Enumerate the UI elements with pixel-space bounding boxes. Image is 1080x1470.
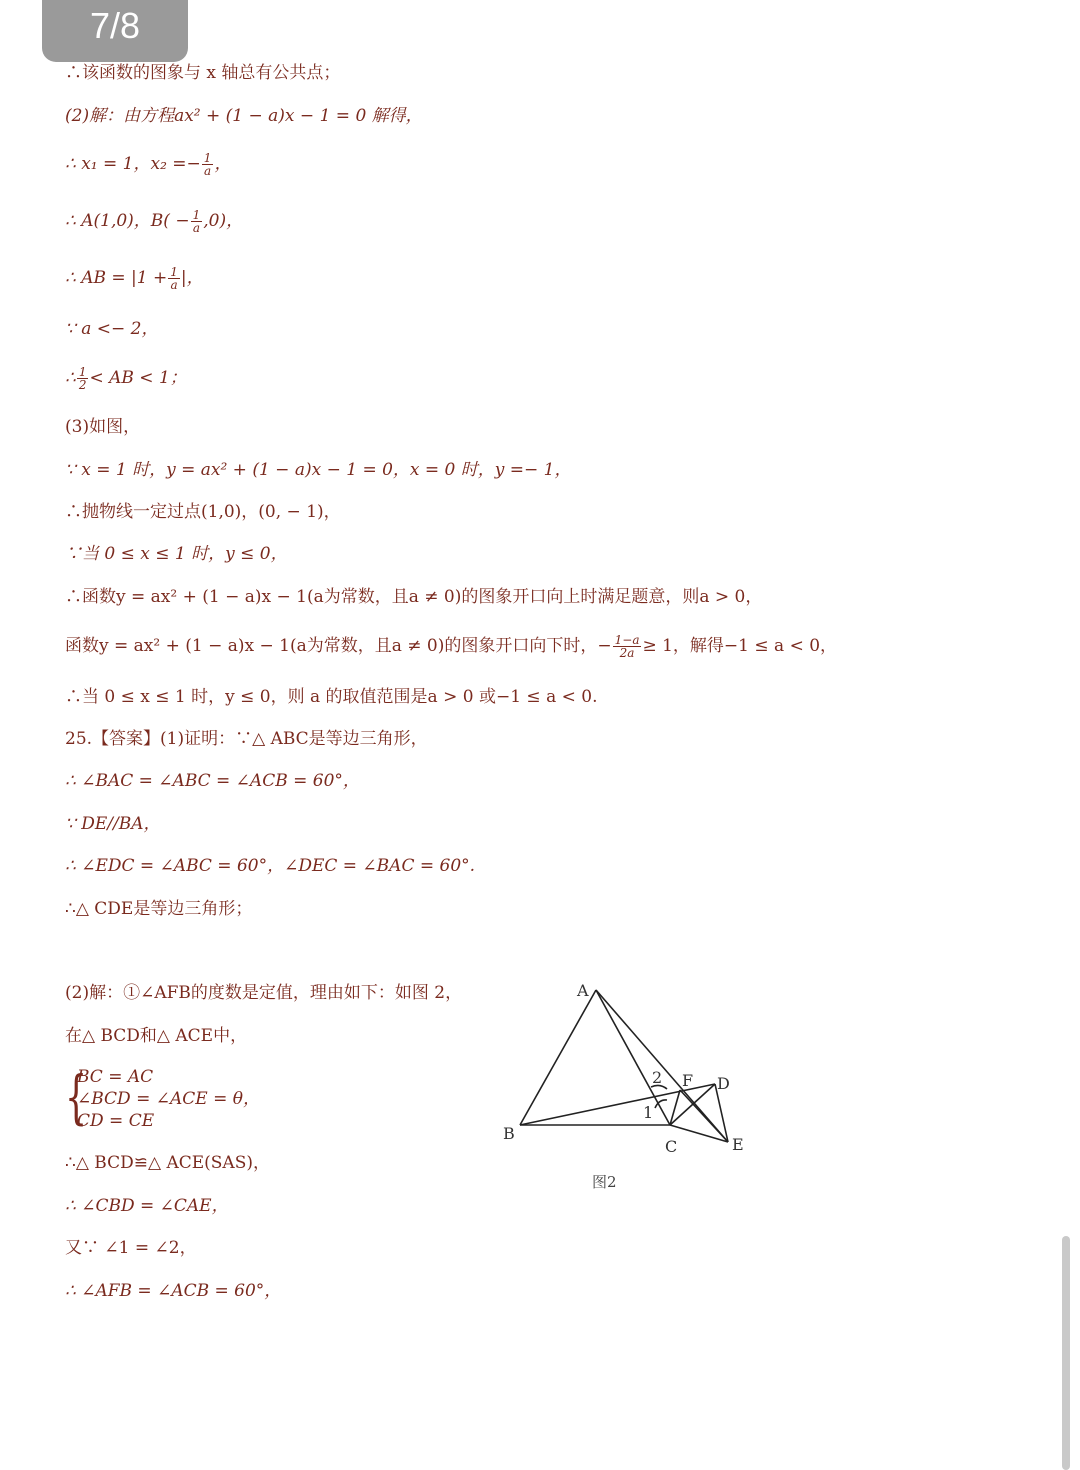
page-indicator: 7/8 [42,0,188,62]
text-line-7-prefix: ∴ [65,368,76,388]
text-line-15: 25.【答案】(1)证明：∵△ ABC是等边三角形， [65,729,428,749]
fraction-1-over-2 [77,366,89,391]
segment-BD [520,1084,715,1125]
text-line-16: ∴ ∠BAC = ∠ABC = ∠ACB = 60°， [65,771,360,791]
text-line-12: ∴函数y = ax² + (1 − a)x − 1(a为常数，且a ≠ 0)的图象开口向上时满足题意，则a > 0， [65,587,763,607]
frac-den: a [170,278,178,292]
text-line-13 [65,634,837,659]
text-line-8: (3)如图， [65,417,141,437]
segment-AC [596,990,670,1125]
text-line-3-main: ∴ x₁ = 1，x₂ =− [65,154,201,174]
label-F: F [682,1071,694,1090]
figure-caption: 图2 [592,1173,617,1191]
frac-den: 2 [78,378,87,392]
label-angle-1: 1 [643,1103,654,1122]
fraction-1-over-a-b [191,209,203,234]
text-line-4-main: ∴ A(1,0)，B( − [65,211,190,231]
frac-num: 1−a [614,633,640,647]
fraction-1-minus-a-over-2a [613,634,642,659]
frac-num: 1 [192,208,201,222]
system-brace [65,1063,260,1132]
brace-line-3: CD = CE [77,1111,155,1131]
label-E: E [732,1135,744,1154]
text-line-13-main: 函数y = ax² + (1 − a)x − 1(a为常数，且a ≠ 0)的图象开口向下时，− [65,636,612,656]
label-A: A [577,981,589,1000]
text-line-9: ∵ x = 1 时，y = ax² + (1 − a)x − 1 = 0，x = 0 时，y =− 1， [65,460,572,480]
text-line-14: ∴当 0 ≤ x ≤ 1 时，y ≤ 0，则 a 的取值范围是a > 0 或−1 ≤ a < 0. [65,687,598,707]
text-line-3 [65,152,231,177]
fraction-1-over-a [202,152,214,177]
geometry-figure-2 [495,975,760,1195]
frac-den: a [204,164,212,178]
text-line-5-tail: |， [180,268,204,288]
text-line-22: ∴△ BCD≌△ ACE(SAS)， [65,1153,270,1173]
text-line-6: ∵ a <− 2， [65,319,159,339]
brace-lines [77,1066,260,1132]
text-line-24: 又∵ ∠1 = ∠2， [65,1238,197,1258]
label-angle-2: 2 [652,1068,663,1087]
frac-den: 2a [619,646,635,660]
brace-line-2: ∠BCD = ∠ACE = θ， [77,1089,260,1109]
fraction-1-over-a-c [168,266,180,291]
frac-num: 1 [78,365,87,379]
frac-num: 1 [170,265,178,279]
text-line-5 [65,266,204,291]
text-line-25: ∴ ∠AFB = ∠ACB = 60°， [65,1281,282,1301]
text-line-20: (2)解：①∠AFB的度数是定值，理由如下：如图 2， [65,983,463,1003]
comma: ， [214,154,232,174]
text-line-2: (2)解：由方程ax² + (1 − a)x − 1 = 0 解得， [65,106,423,126]
text-line-7-tail: < AB < 1； [89,368,187,388]
text-line-10: ∴抛物线一定过点(1,0)，(0, − 1)， [65,502,341,522]
frac-num: 1 [203,151,212,165]
text-line-18: ∴ ∠EDC = ∠ABC = 60°，∠DEC = ∠BAC = 60°. [65,856,476,876]
text-line-5-main: ∴ AB = |1 + [65,268,168,288]
text-line-7 [65,366,187,391]
text-line-4-tail: ,0)， [203,211,244,231]
label-D: D [717,1074,730,1093]
vertical-scrollbar[interactable] [1062,1236,1070,1470]
text-line-19: ∴△ CDE是等边三角形； [65,899,253,919]
brace-line-1: BC = AC [77,1067,154,1087]
text-line-13-tail: ≥ 1，解得−1 ≤ a < 0， [642,636,838,656]
text-line-23: ∴ ∠CBD = ∠CAE， [65,1196,229,1216]
segment-AE [596,990,728,1142]
text-line-4 [65,209,243,234]
label-C: C [665,1137,678,1156]
text-line-11: ∵当 0 ≤ x ≤ 1 时，y ≤ 0， [65,544,288,564]
text-line-21: 在△ BCD和△ ACE中， [65,1026,248,1046]
label-B: B [503,1124,515,1143]
figure-svg [495,975,760,1195]
brace-icon: { [65,1063,88,1131]
segment-AB [520,990,596,1125]
text-line-1: ∴该函数的图象与 x 轴总有公共点； [65,63,341,83]
frac-den: a [192,221,200,235]
text-line-17: ∵ DE//BA， [65,814,161,834]
